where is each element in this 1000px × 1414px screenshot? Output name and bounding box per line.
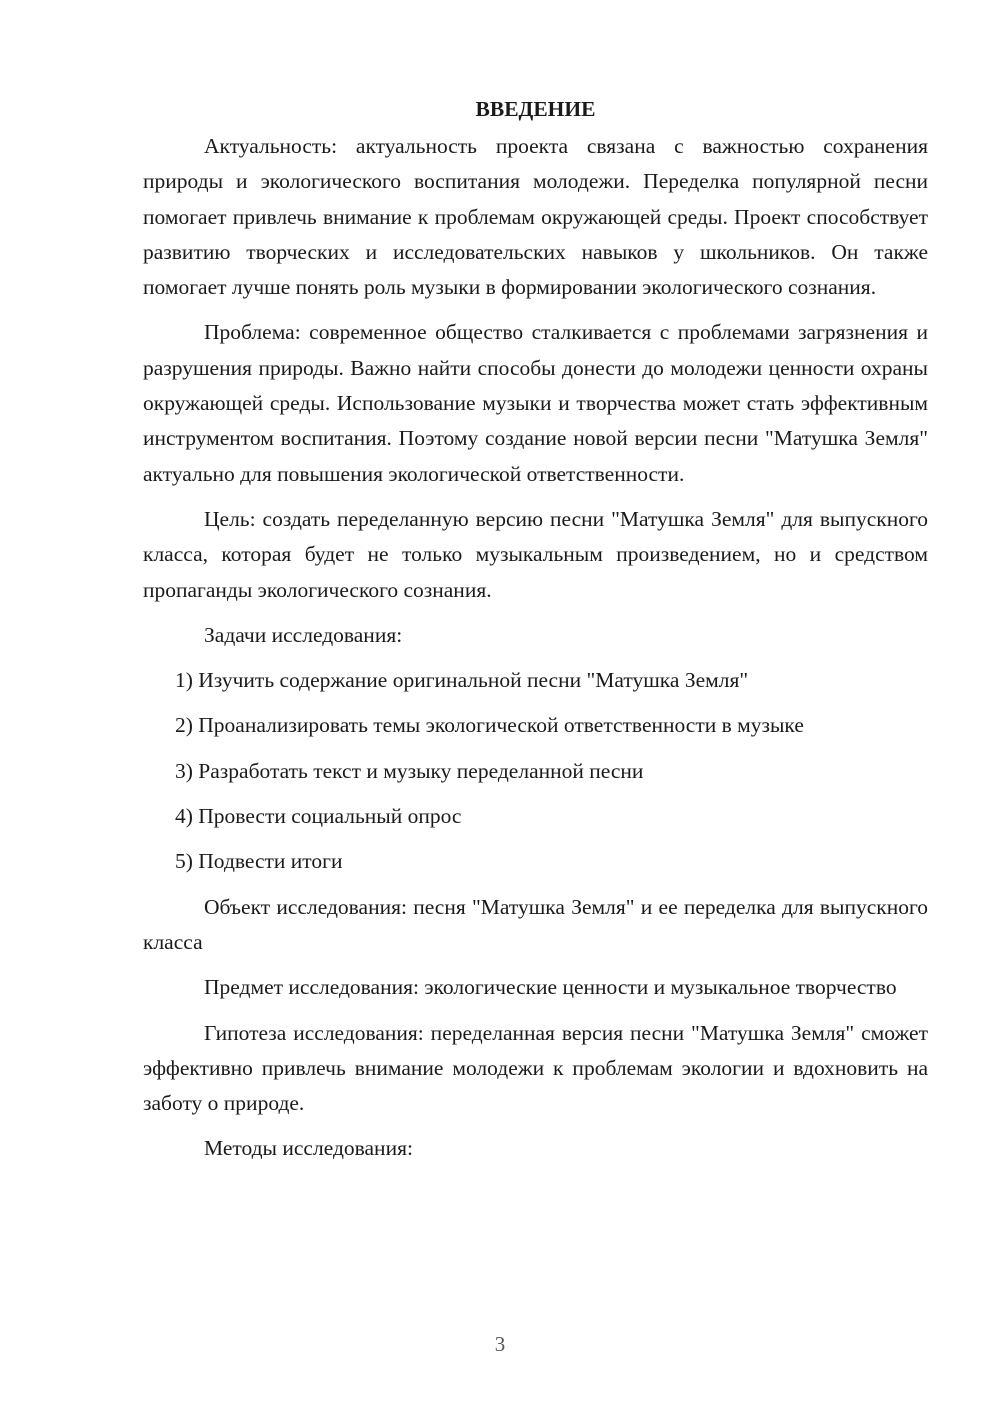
object-paragraph: Объект исследования: песня "Матушка Земля" и ее переделка для выпускного класса: [143, 894, 928, 954]
page-number: 3: [494, 1332, 506, 1356]
page-title: ВВЕДЕНИЕ: [475, 97, 596, 121]
document-page: [143, 92, 928, 1177]
methods-heading: Методы исследования:: [204, 1136, 413, 1161]
list-item: 3) Разработать текст и музыку переделанной песни: [175, 758, 644, 783]
list-item: 2) Проанализировать темы экологической ответственности в музыке: [175, 713, 804, 738]
tasks-heading: Задачи исследования:: [204, 622, 403, 647]
list-item: 4) Провести социальный опрос: [175, 804, 462, 829]
relevance-paragraph: Актуальность: актуальность проекта связана с важностью сохранения природы и экологического воспитания молодежи. Переделка популярной песни помогает привлечь внимание к проблемам окружающей среды. Проект способствует развитию творческих и исследовательских навыков у школьников. Он также помогает лучше понять роль музыки в формировании экологического сознания.: [143, 134, 928, 300]
problem-paragraph: Проблема: современное общество сталкивается с проблемами загрязнения и разрушения природы. Важно найти способы донести до молодежи ценности охраны окружающей среды. Использование музыки и творчества может стать эффективным инструментом воспитания. Поэтому создание новой версии песни "Матушка Земля" актуально для повышения экологической ответственности.: [143, 320, 928, 486]
list-item: 5) Подвести итоги: [175, 849, 343, 874]
goal-paragraph: Цель: создать переделанную версию песни "Матушка Земля" для выпускного класса, которая будет не только музыкальным произведением, но и средством пропаганды экологического сознания.: [143, 506, 928, 602]
subject-paragraph: Предмет исследования: экологические ценности и музыкальное творчество: [204, 975, 897, 1000]
tasks-list: [143, 663, 928, 879]
list-item: 1) Изучить содержание оригинальной песни "Матушка Земля": [175, 668, 749, 693]
hypothesis-paragraph: Гипотеза исследования: переделанная версия песни "Матушка Земля" сможет эффективно привлечь внимание молодежи к проблемам экологии и вдохновить на заботу о природе.: [143, 1020, 928, 1116]
